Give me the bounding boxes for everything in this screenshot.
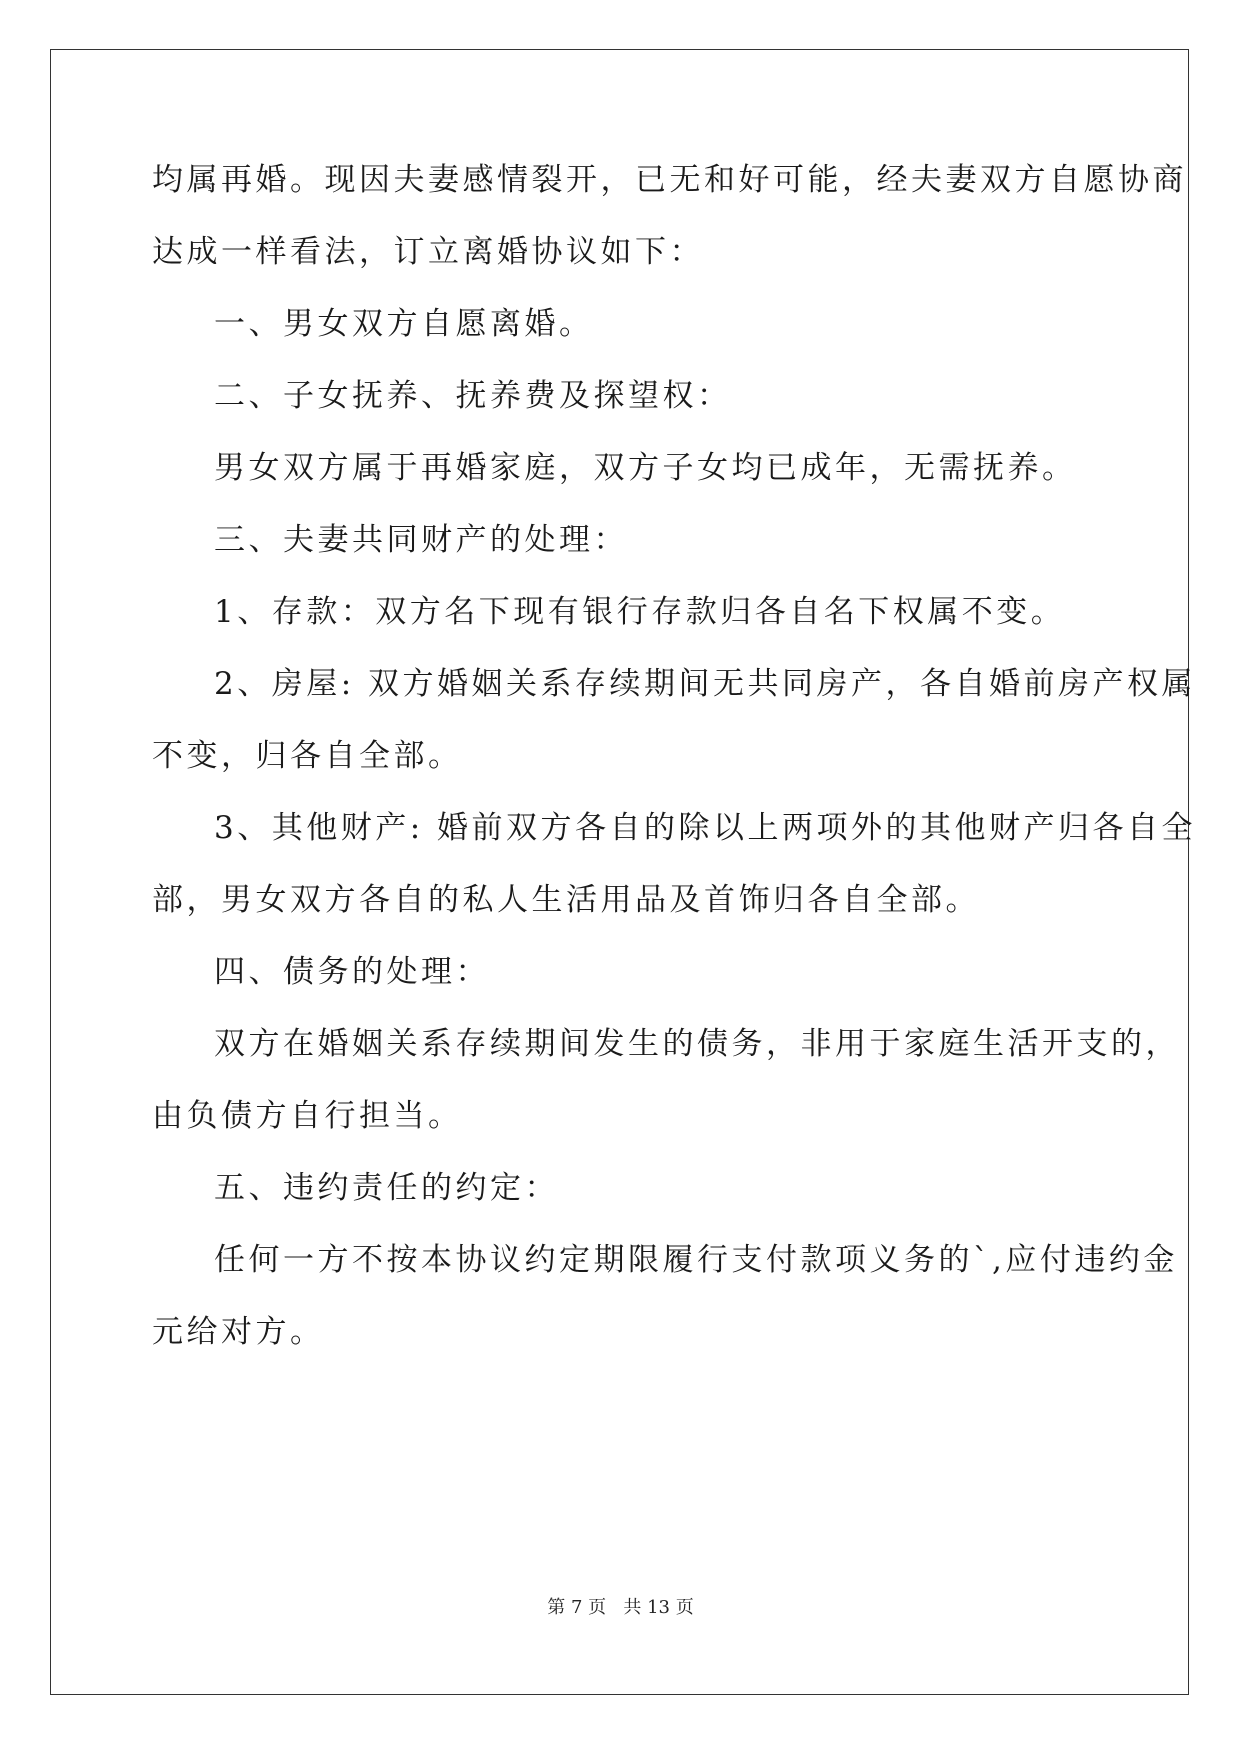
text-line: 均属再婚。现因夫妻感情裂开，已无和好可能，经夫妻双方自愿协商 <box>152 162 1187 198</box>
page-border <box>50 49 1189 1695</box>
section-heading: 四、债务的处理： <box>214 954 490 990</box>
page-number: 第 7 页 共 13 页 <box>547 1597 694 1618</box>
text-line: 3、其他财产: 婚前双方各自的除以上两项外的其他财产归各自全 <box>214 810 1197 846</box>
text-line: 1、存款：双方名下现有银行存款归各自名下权属不变。 <box>214 594 1066 630</box>
text-line: 双方在婚姻关系存续期间发生的债务，非用于家庭生活开支的， <box>214 1026 1180 1062</box>
text-line: 部，男女双方各自的私人生活用品及首饰归各自全部。 <box>152 882 980 918</box>
text-line: 由负债方自行担当。 <box>152 1098 463 1134</box>
section-heading: 五、违约责任的约定： <box>214 1170 559 1206</box>
section-heading: 二、子女抚养、抚养费及探望权： <box>214 378 732 414</box>
section-heading: 三、夫妻共同财产的处理： <box>214 522 628 558</box>
text-line: 任何一方不按本协议约定期限履行支付款项义务的`,应付违约金 <box>214 1242 1178 1278</box>
text-line: 男女双方属于再婚家庭，双方子女均已成年，无需抚养。 <box>214 450 1077 486</box>
text-line: 元给对方。 <box>152 1314 325 1350</box>
text-line: 2、房屋: 双方婚姻关系存续期间无共同房产，各自婚前房产权属 <box>214 666 1197 702</box>
section-heading: 一、男女双方自愿离婚。 <box>214 306 594 342</box>
text-line: 达成一样看法，订立离婚协议如下： <box>152 234 704 270</box>
text-line: 不变，归各自全部。 <box>152 738 463 774</box>
